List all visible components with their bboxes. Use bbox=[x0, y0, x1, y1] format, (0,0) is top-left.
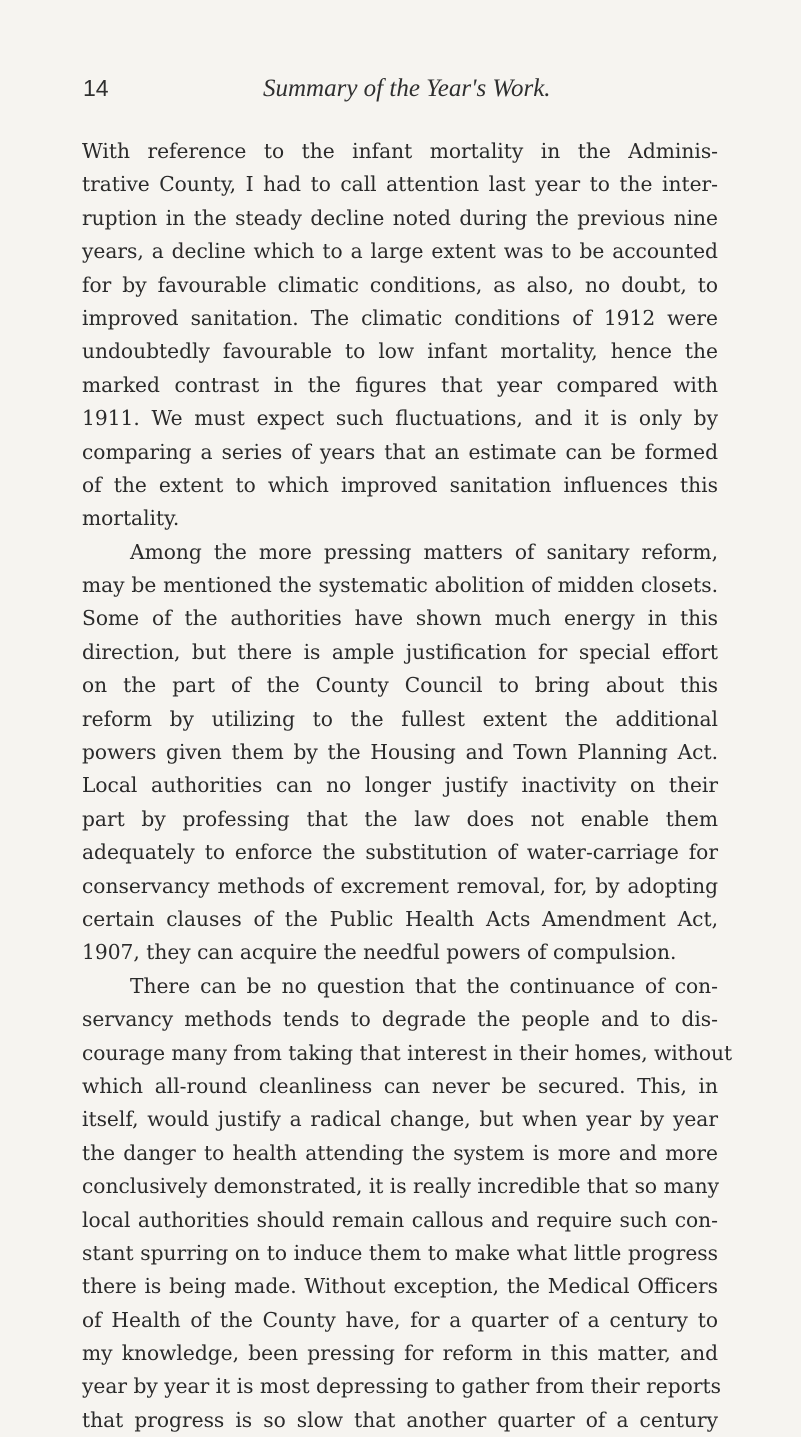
text-line: year by year it is most depressing to gather from their reports bbox=[82, 1374, 721, 1399]
text-line: mortality. bbox=[82, 506, 180, 531]
text-line: which all-round cleanliness can never be secured. This, in bbox=[82, 1073, 718, 1098]
text-line: there is being made. Without exception, the Medical Officers bbox=[82, 1274, 718, 1299]
text-line: part by professing that the law does not enable them bbox=[82, 806, 718, 831]
text-line: of the extent to which improved sanitation influences this bbox=[82, 472, 718, 497]
text-line: my knowledge, been pressing for reform in this matter, and bbox=[82, 1341, 718, 1366]
text-line: marked contrast in the figures that year compared with bbox=[82, 372, 718, 397]
text-line: may be mentioned the systematic abolition of midden closets. bbox=[82, 573, 718, 598]
text-line: powers given them by the Housing and Town Planning Act. bbox=[82, 740, 718, 765]
text-line: ruption in the steady decline noted during the previous nine bbox=[82, 205, 718, 230]
text-line: undoubtedly favourable to low infant mortality, hence the bbox=[82, 339, 718, 364]
text-line: itself, would justify a radical change, but when year by year bbox=[82, 1107, 718, 1132]
text-line: Among the more pressing matters of sanitary reform, bbox=[130, 539, 718, 564]
text-line: for by favourable climatic conditions, as also, no doubt, to bbox=[82, 272, 718, 297]
text-line: 1911. We must expect such fluctuations, and it is only by bbox=[82, 406, 718, 431]
text-line: conservancy methods of excrement removal, for, by adopting bbox=[82, 873, 718, 898]
text-line: local authorities should remain callous and require such con- bbox=[82, 1207, 718, 1232]
body-text bbox=[82, 135, 733, 1437]
text-line: servancy methods tends to degrade the people and to dis- bbox=[82, 1007, 718, 1032]
text-line: of Health of the County have, for a quarter of a century to bbox=[82, 1307, 718, 1332]
text-line: conclusively demonstrated, it is really incredible that so many bbox=[82, 1174, 720, 1199]
text-line: courage many from taking that interest in their homes, without bbox=[82, 1040, 733, 1065]
text-line: Local authorities can no longer justify inactivity on their bbox=[82, 773, 718, 798]
text-line: certain clauses of the Public Health Acts Amendment Act, bbox=[82, 906, 718, 931]
text-line: direction, but there is ample justification for special effort bbox=[82, 639, 718, 664]
text-line: comparing a series of years that an estimate can be formed bbox=[82, 439, 718, 464]
text-line: years, a decline which to a large extent was to be accounted bbox=[82, 239, 718, 264]
running-title: Summary of the Year's Work. bbox=[263, 75, 551, 102]
text-line: With reference to the infant mortality in the Adminis- bbox=[82, 139, 718, 163]
text-line: reform by utilizing to the fullest extent the additional bbox=[82, 706, 718, 731]
text-line: the danger to health attending the system is more and more bbox=[82, 1140, 718, 1165]
text-line: 1907, they can acquire the needful powers of compulsion. bbox=[82, 940, 677, 965]
text-line: Some of the authorities have shown much energy in this bbox=[82, 606, 718, 631]
text-line: trative County, I had to call attention last year to the inter- bbox=[82, 172, 718, 197]
text-line: adequately to enforce the substitution of water-carriage for bbox=[82, 840, 718, 865]
page-header bbox=[0, 75, 801, 115]
text-line: that progress is so slow that another quarter of a century bbox=[82, 1407, 718, 1432]
text-line: on the part of the County Council to bring about this bbox=[82, 673, 718, 698]
page-number: 14 bbox=[83, 75, 109, 101]
text-line: stant spurring on to induce them to make what little progress bbox=[82, 1240, 718, 1265]
text-line: There can be no question that the continuance of con- bbox=[130, 973, 718, 998]
text-line: improved sanitation. The climatic conditions of 1912 were bbox=[82, 305, 718, 330]
